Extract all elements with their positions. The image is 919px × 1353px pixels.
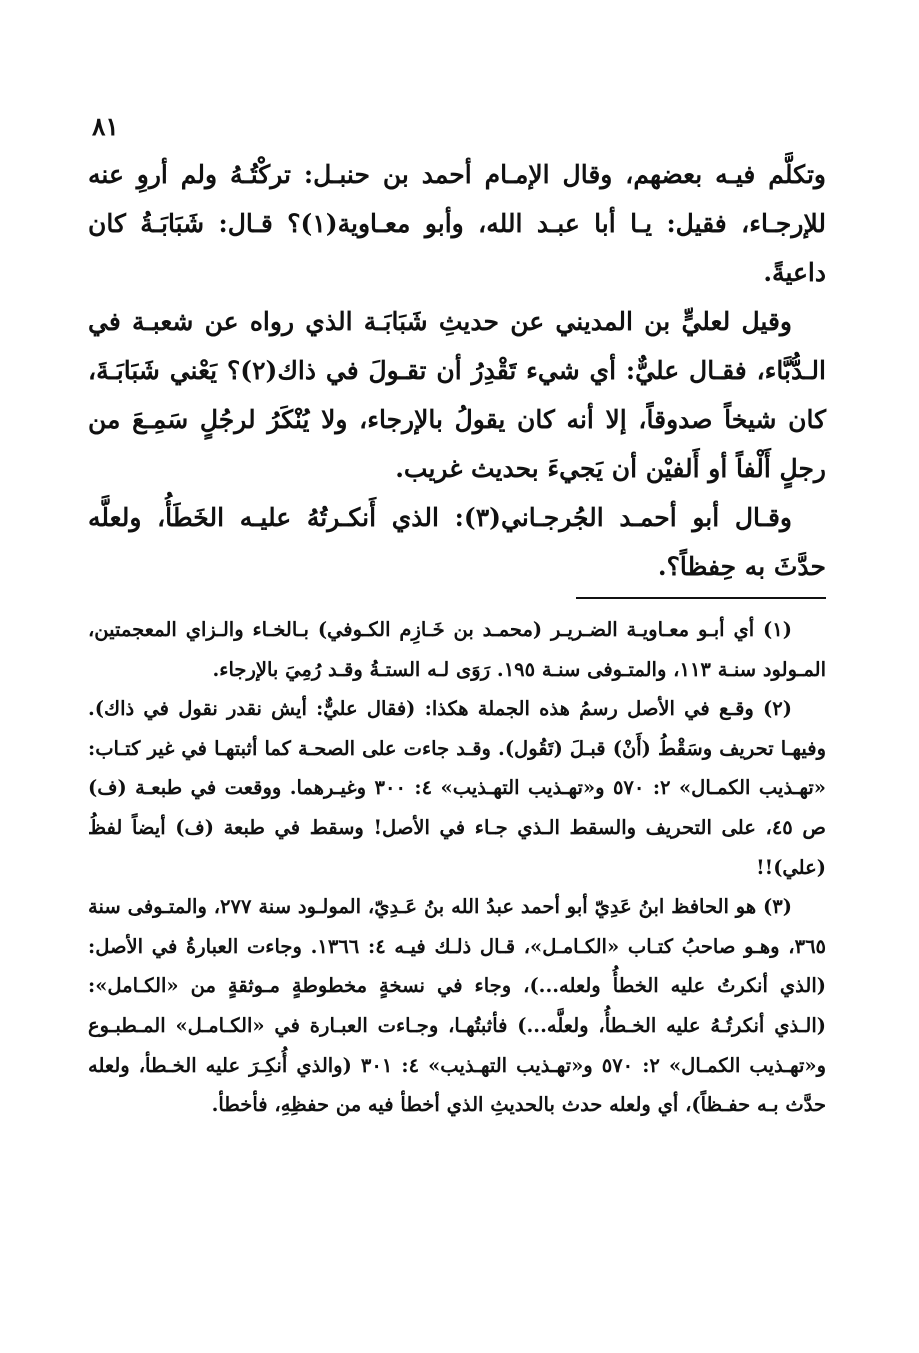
footnote-separator [576, 597, 826, 599]
page-number: ٨١ [92, 112, 119, 141]
body-paragraph-1: وتكلَّم فيـه بعضهم، وقال الإمـام أحمد بن حنبـل: تركْتُـهُ ولم أروِ عنه للإرجـاء، فقيل: يـا أبا عبـد الله، وأبو معـاوية(١)؟ قـال: شَبَابَـةُ كان داعيةً. [88, 160, 826, 287]
footnote-1: (١) أي أبـو معـاويـة الضـريـر (محمـد بن خَـازِم الكـوفي) بـالخـاء والـزاي المعجمتين، المـولود سنـة ١١٣، والمتـوفى سنـة ١٩٥. رَوَى لـه الستـةُ وقـد رُمِيَ بالإرجاء. [88, 618, 826, 681]
footnote-3: (٣) هو الحافظ ابنُ عَدِيّ أبو أحمد عبدُ الله بنُ عَـدِيّ، المولـود سنة ٢٧٧، والمتـوفى سنة ٣٦٥، وهـو صاحبُ كتـاب «الكـامـل»، قـال ذلـك فيـه ٤: ١٣٦٦. وجاءت العبارةُ في الأصل: (الذي أنكرتُ عليه الخطأُ ولعله...)، وجاء في نسخةٍ مخطوطةٍ مـوثقةٍ من «الكـامل»: (الـذي أنكرتُـهُ عليه الخـطأُ، ولعلَّه...) فأثبتُهـا، وجـاءت العبـارة في «الكـامـل» المـطبـوع و«تهـذيب الكمـال» ٢: ٥٧٠ و«تهـذيب التهـذيب» ٤: ٣٠١ (والذي أُنكِـرَ عليه الخـطأ، ولعله حدَّث بـه حفـظاً)، أي ولعله حدث بالحديثِ الذي أخطأ فيه من حفظِهِ، فأخطأ. [88, 895, 827, 1117]
footnotes [88, 610, 826, 1125]
main-text [88, 150, 826, 591]
body-paragraph-2: وقيل لعليٍّ بن المديني عن حديثِ شَبَابَـة الذي رواه عن شعبـة في الـدُّبَّاء، فقـال عليٌّ: أي شيء تَقْدِرُ أن تقـولَ في ذاك(٢)؟ يَعْني شَبَابَـةَ، كان شيخاً صدوقاً، إلا أنه كان يقولُ بالإرجاء، ولا يُنْكَرُ لرجُلٍ سَمِـعَ من رجلٍ أَلْفاً أو أَلفيْن أن يَجيءَ بحديث غريب. [88, 307, 826, 483]
body-paragraph-3: وقـال أبو أحمـد الجُرجـاني(٣): الذي أَنكـرتُهُ عليـه الخَطَأُ، ولعلَّه حدَّثَ به حِفظاً؟. [88, 503, 826, 581]
footnote-2: (٢) وقـع في الأصل رسمُ هذه الجملة هكذا: (فقال عليٌّ: أيش نقدر نقول في ذاك). وفيهـا تحريف وسَقْطُ (أَنْ) قبـلَ (تَقُول). وقـد جاءت على الصحـة كما أثبتهـا في غير كتـاب: «تهـذيب الكمـال» ٢: ٥٧٠ و«تهـذيب التهـذيب» ٤: ٣٠٠ وغيـرهما. ووقعت في طبعـة (ف) ص ٤٥، على التحريف والسقط الـذي جـاء في الأصل! وسقط في طبعة (ف) أيضاً لفظُ (علي)!! [88, 697, 826, 879]
